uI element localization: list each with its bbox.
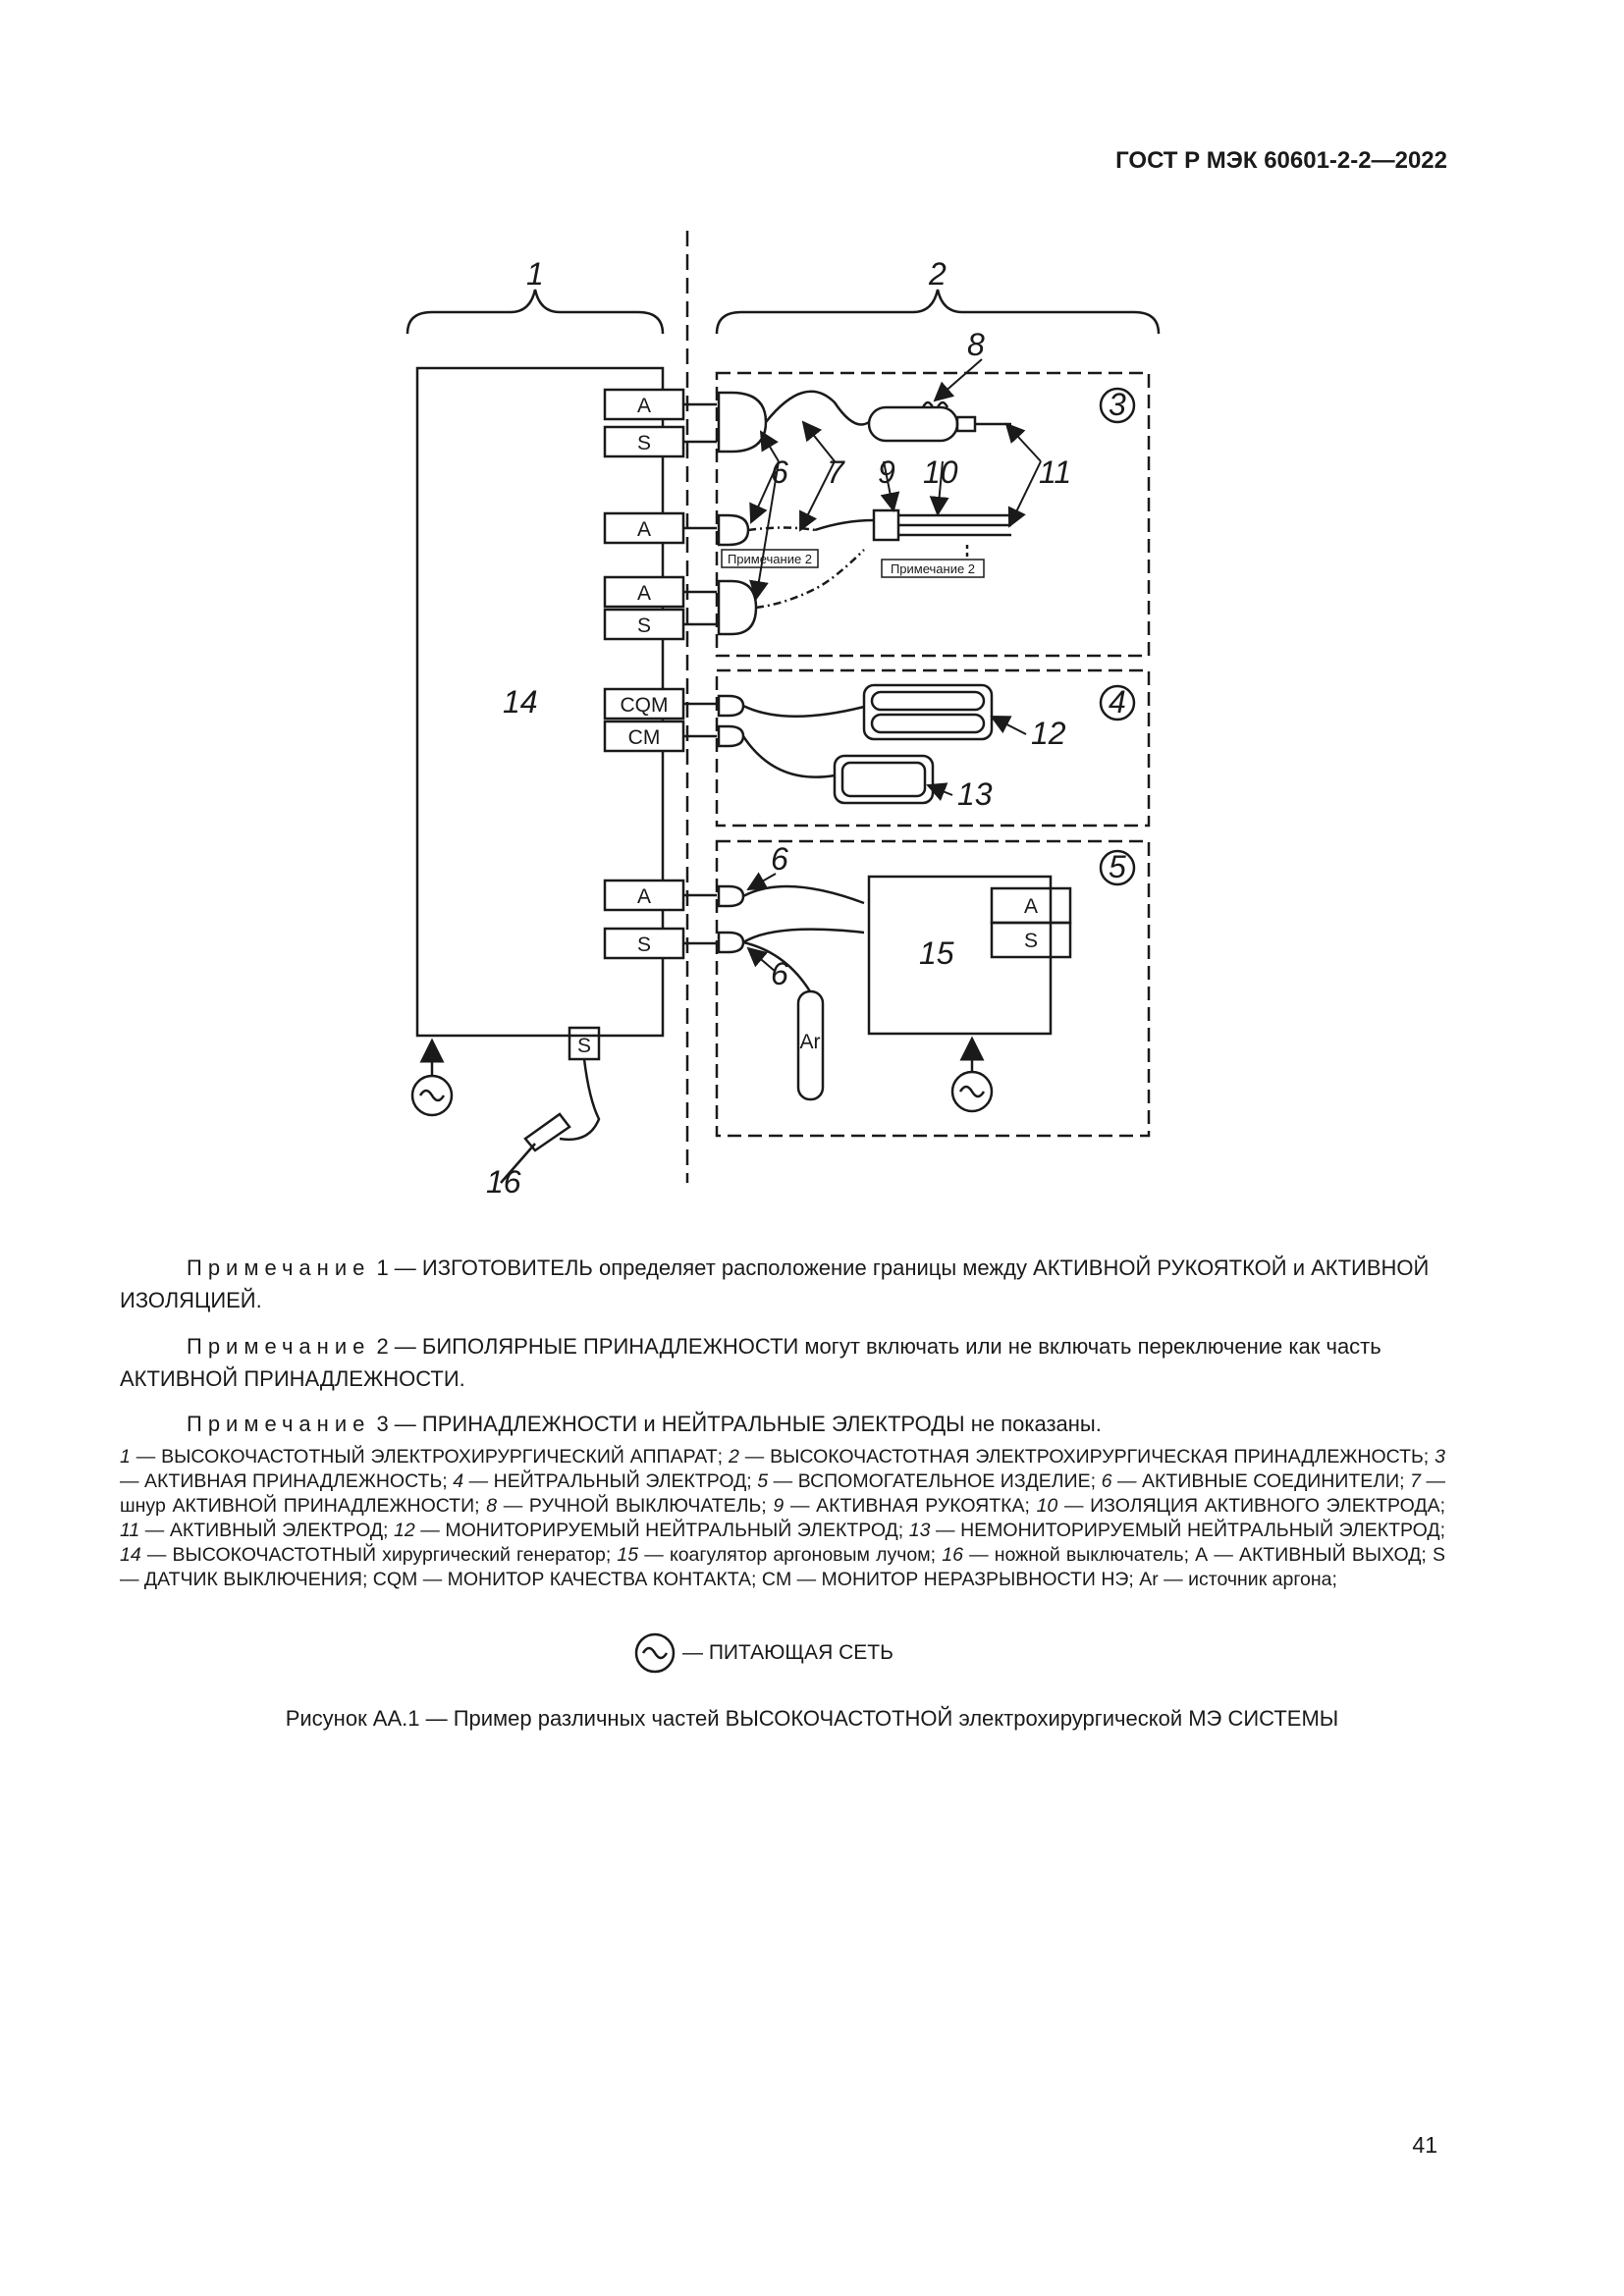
label-9: 9 xyxy=(878,454,895,490)
legend-num: 13 xyxy=(908,1520,931,1541)
legend-text: — ВЫСОКОЧАСТОТНЫЙ хирургический генератор; xyxy=(140,1544,618,1566)
legend-text: — ВСПОМОГАТЕЛЬНОЕ ИЗДЕЛИЕ; xyxy=(768,1470,1102,1492)
legend-text: — РУЧНОЙ ВЫКЛЮЧАТЕЛЬ; xyxy=(497,1495,774,1517)
port-a-label: A xyxy=(1023,895,1039,918)
legend-num: 15 xyxy=(617,1544,639,1566)
figure-legend xyxy=(120,1445,1445,1592)
label-16: 16 xyxy=(486,1164,521,1200)
note-label: Примечание xyxy=(187,1334,371,1359)
label-7: 7 xyxy=(827,454,844,490)
port-s-label: S xyxy=(1023,930,1039,952)
label-12: 12 xyxy=(1031,716,1066,751)
legend-text: — шнур АКТИВНОЙ ПРИНАДЛЕЖНОСТИ; xyxy=(120,1470,1445,1517)
legend-text: — ВЫСОКОЧАСТОТНАЯ ЭЛЕКТРОХИРУРГИЧЕСКАЯ ПРИНАДЛЕЖНОСТЬ; xyxy=(738,1446,1435,1468)
legend-text: — ножной выключатель; А — АКТИВНЫЙ ВЫХОД; S — ДАТЧИК ВЫКЛЮЧЕНИЯ; CQM — МОНИТОР КАЧЕСТВА КОНТАКТА; CM — МОНИТОР НЕРАЗРЫВНОСТИ НЭ; Ar — источник аргона; xyxy=(120,1544,1445,1590)
legend-text: — МОНИТОРИРУЕМЫЙ НЕЙТРАЛЬНЫЙ ЭЛЕКТРОД; xyxy=(414,1520,909,1541)
label-6-bottom: 6 xyxy=(771,956,788,991)
label-8: 8 xyxy=(967,327,985,362)
legend-text: — ИЗОЛЯЦИЯ АКТИВНОГО ЭЛЕКТРОДА; xyxy=(1057,1495,1445,1517)
label-5: 5 xyxy=(1109,849,1126,884)
legend-num: 11 xyxy=(120,1520,140,1541)
legend-num: 16 xyxy=(942,1544,963,1566)
legend-text: — НЕЙТРАЛЬНЫЙ ЭЛЕКТРОД; xyxy=(463,1470,758,1492)
port-a-label: A xyxy=(636,518,652,541)
label-10: 10 xyxy=(923,454,958,490)
label-4: 4 xyxy=(1109,684,1126,720)
label-15: 15 xyxy=(919,935,954,971)
legend-num: 2 xyxy=(729,1446,739,1468)
port-s-label: S xyxy=(576,1035,592,1057)
label-6-top: 6 xyxy=(771,841,788,877)
legend-text: — ВЫСОКОЧАСТОТНЫЙ ЭЛЕКТРОХИРУРГИЧЕСКИЙ АППАРАТ; xyxy=(130,1446,729,1468)
note-text: 1 — ИЗГОТОВИТЕЛЬ определяет расположение границы между АКТИВНОЙ РУКОЯТКОЙ и АКТИВНОЙ ИЗОЛЯЦИЕЙ. xyxy=(120,1255,1430,1312)
mains-icon xyxy=(633,1631,677,1675)
label-3: 3 xyxy=(1109,387,1126,422)
standard-header: ГОСТ Р МЭК 60601-2-2—2022 xyxy=(1115,147,1447,174)
port-s-label: S xyxy=(636,432,652,454)
label-11: 11 xyxy=(1039,454,1072,490)
port-a-label: A xyxy=(636,582,652,605)
label-13: 13 xyxy=(957,776,993,812)
figure-caption: Рисунок АА.1 — Пример различных частей ВЫСОКОЧАСТОТНОЙ электрохирургической МЭ СИСТЕМЫ xyxy=(285,1706,1339,1731)
port-cqm-label: CQM xyxy=(620,694,669,717)
legend-text: — АКТИВНАЯ ПРИНАДЛЕЖНОСТЬ; xyxy=(120,1470,454,1492)
legend-text: — АКТИВНАЯ РУКОЯТКА; xyxy=(784,1495,1037,1517)
note2-tag: Примечание 2 xyxy=(727,552,813,566)
legend-num: 9 xyxy=(773,1495,785,1517)
label-14: 14 xyxy=(503,684,538,720)
legend-num: 7 xyxy=(1410,1470,1421,1492)
legend-num: 6 xyxy=(1101,1470,1112,1492)
note-label: Примечание xyxy=(187,1255,371,1280)
label-2: 2 xyxy=(929,256,947,292)
legend-text: — АКТИВНЫЙ ЭЛЕКТРОД; xyxy=(139,1520,395,1541)
legend-num: 1 xyxy=(120,1446,131,1468)
mains-text: — ПИТАЮЩАЯ СЕТЬ xyxy=(682,1641,893,1664)
port-a-label: A xyxy=(636,395,652,417)
note2-tag: Примечание 2 xyxy=(890,561,976,576)
note-text: 3 — ПРИНАДЛЕЖНОСТИ и НЕЙТРАЛЬНЫЕ ЭЛЕКТРОДЫ не показаны. xyxy=(370,1412,1102,1436)
port-s-label: S xyxy=(636,934,652,956)
legend-num: 12 xyxy=(394,1520,415,1541)
legend-text: — АКТИВНЫЕ СОЕДИНИТЕЛИ; xyxy=(1111,1470,1411,1492)
legend-text: — НЕМОНИТОРИРУЕМЫЙ НЕЙТРАЛЬНЫЙ ЭЛЕКТРОД; xyxy=(930,1520,1445,1541)
label-6: 6 xyxy=(771,454,788,490)
legend-num: 3 xyxy=(1435,1446,1445,1468)
page-number: 41 xyxy=(1412,2132,1437,2158)
port-s-label: S xyxy=(636,614,652,637)
legend-num: 5 xyxy=(757,1470,769,1492)
label-1: 1 xyxy=(526,256,544,292)
legend-text: — коагулятор аргоновым лучом; xyxy=(638,1544,943,1566)
note-3 xyxy=(120,1408,1445,1440)
argon-label: Ar xyxy=(799,1031,821,1053)
note-text: 2 — БИПОЛЯРНЫЕ ПРИНАДЛЕЖНОСТИ могут включать или не включать переключение как часть АКТИВНОЙ ПРИНАДЛЕЖНОСТИ. xyxy=(120,1334,1381,1391)
legend-num: 14 xyxy=(120,1544,141,1566)
note-1 xyxy=(120,1252,1445,1316)
note-2 xyxy=(120,1330,1445,1395)
port-a-label: A xyxy=(636,885,652,908)
legend-num: 8 xyxy=(486,1495,498,1517)
mains-legend xyxy=(633,1631,893,1675)
note-label: Примечание xyxy=(187,1412,371,1436)
legend-num: 4 xyxy=(453,1470,464,1492)
port-cm-label: CM xyxy=(627,726,661,749)
legend-num: 10 xyxy=(1036,1495,1058,1517)
